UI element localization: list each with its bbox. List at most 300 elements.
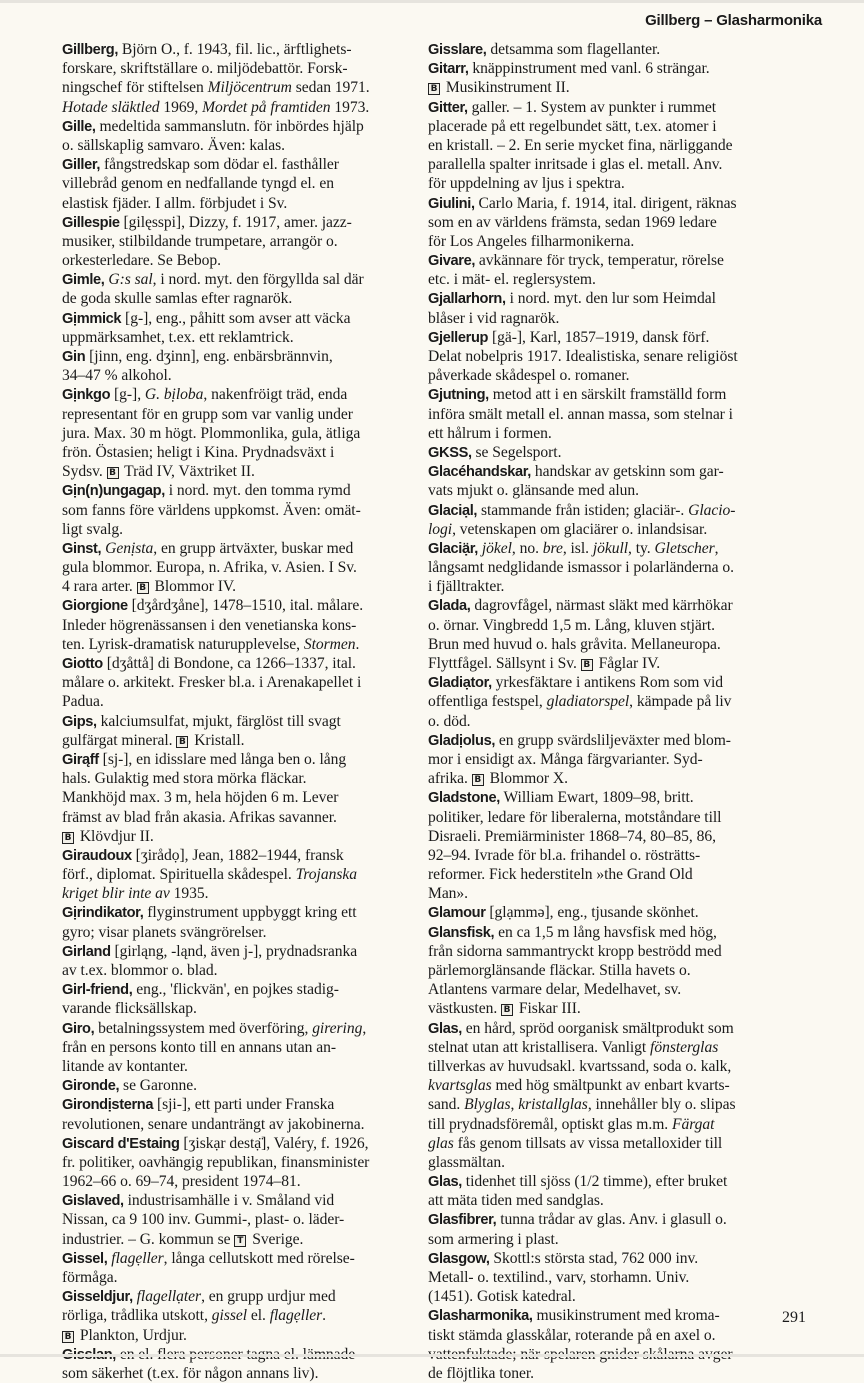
definition-text: ligt svalg. bbox=[62, 520, 123, 538]
entry-line bbox=[62, 501, 424, 520]
italic-term: Mordet på framtiden bbox=[202, 98, 331, 116]
entry-line bbox=[62, 385, 424, 404]
dictionary-entry bbox=[62, 980, 424, 1018]
headword: Givare, bbox=[428, 253, 476, 270]
entry-line bbox=[428, 1249, 826, 1268]
headword: Glasharmonika, bbox=[428, 1308, 533, 1325]
definition-text: som armering i plast. bbox=[428, 1230, 559, 1248]
entry-line bbox=[428, 980, 826, 999]
entry-line bbox=[62, 136, 424, 155]
definition-text: från sidorna sammantryckt kropp beströdd med bbox=[428, 942, 722, 960]
dictionary-entry bbox=[62, 1345, 424, 1383]
dictionary-entry bbox=[62, 117, 424, 155]
italic-term: gissel bbox=[211, 1307, 248, 1325]
entry-line bbox=[62, 692, 424, 711]
illustration-reference-icon: B bbox=[107, 467, 119, 479]
entry-line bbox=[428, 98, 826, 117]
definition-text: yrkesfäktare i antikens Rom som vid bbox=[491, 674, 724, 692]
definition-text: fr. politiker, oavhängig republikan, finansminister bbox=[62, 1153, 370, 1171]
definition-text: påverkade skådespel o. romaner. bbox=[428, 367, 630, 385]
headword: Glas, bbox=[428, 1020, 462, 1037]
definition-text: [dʒåttå] di Bondone, ca 1266–1337, ital. bbox=[102, 655, 356, 672]
headword: Gịnkgo bbox=[62, 387, 111, 404]
entry-line bbox=[62, 270, 424, 289]
dictionary-entry bbox=[428, 1019, 826, 1173]
entry-line bbox=[428, 808, 826, 827]
entry-line bbox=[62, 846, 424, 865]
definition-text: handskar av getskinn som gar- bbox=[531, 463, 724, 481]
headword: Glaciạl, bbox=[428, 502, 478, 519]
italic-term: Färgat bbox=[672, 1115, 715, 1133]
definition-text: [gilęsspi], Dizzy, f. 1917, amer. jazz- bbox=[119, 213, 352, 231]
headword: Gislaved, bbox=[62, 1193, 124, 1210]
definition-text: varande flicksällskap. bbox=[62, 1000, 197, 1018]
definition-text: etc. i mät- el. reglersystem. bbox=[428, 271, 596, 289]
definition-text: Plankton, Urdjur. bbox=[76, 1326, 187, 1344]
entry-line bbox=[62, 194, 424, 213]
headword: Giscard d'Estaing bbox=[62, 1135, 180, 1152]
entry-line bbox=[428, 385, 826, 404]
definition-text: västkusten. bbox=[428, 1000, 502, 1018]
entry-line bbox=[428, 1364, 826, 1383]
definition-text: en kristall. – 2. En serie mycket fina, närliggande bbox=[428, 136, 733, 154]
dictionary-entry bbox=[62, 712, 424, 750]
definition-text: galler. – 1. System av punkter i rummet bbox=[467, 98, 717, 116]
entry-line bbox=[428, 1115, 826, 1134]
dictionary-entry bbox=[428, 385, 826, 443]
entry-line bbox=[62, 577, 424, 596]
entry-line bbox=[62, 884, 424, 903]
entry-line bbox=[428, 520, 826, 539]
entry-line bbox=[62, 731, 424, 750]
entry-line bbox=[428, 1287, 826, 1306]
definition-text: industrier. – G. kommun se bbox=[62, 1230, 235, 1248]
headword: Girondịsterna bbox=[62, 1097, 154, 1114]
headword: Gillespie bbox=[62, 214, 120, 231]
entry-line bbox=[428, 1095, 826, 1114]
definition-text: Blommor X. bbox=[485, 770, 568, 788]
definition-text: Sverige. bbox=[248, 1230, 304, 1248]
definition-text: ten. Lyrisk-dramatisk naturupplevelse, bbox=[62, 635, 304, 653]
definition-text: [g-], bbox=[110, 386, 145, 404]
entry-line bbox=[428, 232, 826, 251]
definition-text: elastisk fjäder. I allm. förbjudet i Sv. bbox=[62, 194, 288, 212]
headword: Glansfisk, bbox=[428, 924, 495, 941]
definition-text: till prydnadsföremål, optiskt glas m.m. bbox=[428, 1115, 673, 1133]
headword: Giller, bbox=[62, 157, 101, 174]
entry-line bbox=[62, 673, 424, 692]
definition-text: flyginstrument uppbyggt kring ett bbox=[143, 904, 357, 922]
dictionary-entry bbox=[428, 328, 826, 386]
entry-line bbox=[428, 942, 826, 961]
entry-line bbox=[428, 1038, 826, 1057]
definition-text: musikinstrument med kroma- bbox=[532, 1307, 720, 1325]
entry-line bbox=[428, 999, 826, 1018]
dictionary-entry bbox=[428, 923, 826, 1019]
headword: Gladstone, bbox=[428, 790, 500, 807]
definition-text: att mäta tiden med sandglas. bbox=[428, 1192, 604, 1210]
italic-term: Blyglas bbox=[464, 1096, 511, 1114]
dictionary-entry bbox=[62, 903, 424, 941]
italic-term: flagẹller bbox=[269, 1307, 323, 1325]
entry-line bbox=[62, 1210, 424, 1229]
headword: Giro, bbox=[62, 1020, 95, 1037]
entry-line bbox=[62, 712, 424, 731]
entry-line bbox=[62, 289, 424, 308]
illustration-reference-icon: B bbox=[62, 1331, 74, 1343]
entry-line bbox=[62, 1249, 424, 1268]
definition-text: [g-], eng., påhitt som avser att väcka bbox=[121, 309, 351, 327]
entry-line bbox=[62, 1115, 424, 1134]
entry-line bbox=[428, 654, 826, 673]
entry-line bbox=[428, 1153, 826, 1172]
entry-line bbox=[428, 309, 826, 328]
definition-text: Mankhöjd max. 3 m, hela höjden 6 m. Lever bbox=[62, 789, 339, 807]
entry-line bbox=[428, 328, 826, 347]
headword: Glamour bbox=[428, 905, 486, 922]
dictionary-entry bbox=[62, 1076, 424, 1095]
definition-text: införa smält metall el. annan massa, som stelnar i bbox=[428, 405, 733, 423]
definition-text: Träd IV, Växtriket II. bbox=[120, 463, 255, 481]
dictionary-entry bbox=[428, 1249, 826, 1307]
entry-line bbox=[62, 558, 424, 577]
definition-text: detsamma som flagellanter. bbox=[486, 41, 661, 58]
italic-term: Gletscher bbox=[654, 539, 715, 557]
definition-text: de flöjtlika toner. bbox=[428, 1364, 535, 1382]
entry-line bbox=[62, 117, 424, 136]
dictionary-entry bbox=[62, 347, 424, 385]
headword: Giotto bbox=[62, 656, 103, 672]
entry-line bbox=[62, 788, 424, 807]
italic-term: gladiatorspel bbox=[546, 693, 630, 711]
definition-text: (1451). Gotisk katedral. bbox=[428, 1288, 576, 1306]
definition-text: Metall- o. textilind., varv, storhamn. Univ. bbox=[428, 1269, 690, 1286]
definition-text: [girląng, -ląnd, även j-], prydnadsranka bbox=[110, 942, 358, 960]
entry-line bbox=[428, 539, 826, 558]
definition-text: el. bbox=[247, 1307, 270, 1325]
headword: Gịrindikator, bbox=[62, 905, 144, 922]
column-right bbox=[428, 40, 826, 1383]
headword: Gisslare, bbox=[428, 42, 487, 58]
headword: Girland bbox=[62, 943, 111, 960]
dictionary-entry bbox=[428, 1172, 826, 1210]
definition-text: Padua. bbox=[62, 693, 104, 711]
dictionary-entry bbox=[428, 443, 826, 462]
column-left bbox=[62, 40, 424, 1383]
entry-line bbox=[62, 328, 424, 347]
entry-line bbox=[62, 1076, 424, 1095]
definition-text: Kristall. bbox=[190, 731, 245, 749]
entry-line bbox=[62, 366, 424, 385]
headword: Gjallarhorn, bbox=[428, 291, 506, 308]
entry-line bbox=[62, 539, 424, 558]
entry-line bbox=[62, 1326, 424, 1345]
definition-text: , nakenfröigt träd, enda bbox=[203, 386, 348, 404]
entry-line bbox=[428, 1326, 826, 1345]
definition-text: [dʒårdʒåne], 1478–1510, ital. målare. bbox=[127, 597, 364, 615]
definition-text: sand. bbox=[428, 1096, 465, 1114]
definition-text: orkesterledare. Se Bebop. bbox=[62, 252, 221, 270]
definition-text: Blommor IV. bbox=[150, 578, 236, 596]
definition-text: kalciumsulfat, mjukt, färglöst till svagt bbox=[96, 712, 341, 730]
entry-line bbox=[428, 59, 826, 78]
definition-text: Delat nobelpris 1917. Idealistiska, senare religiöst bbox=[428, 348, 738, 365]
definition-text: Klövdjur II. bbox=[76, 827, 154, 845]
dictionary-entry bbox=[62, 942, 424, 980]
entry-line bbox=[428, 1057, 826, 1076]
entry-line bbox=[62, 1095, 424, 1114]
italic-term: fönsterglas bbox=[650, 1038, 719, 1056]
definition-text: från en persons konto till en annans utan an- bbox=[62, 1038, 337, 1056]
definition-text: betalningssystem med överföring, bbox=[94, 1019, 313, 1037]
definition-text: för Los Angeles filharmonikerna. bbox=[428, 232, 635, 250]
dictionary-entry bbox=[428, 462, 826, 500]
dictionary-entry bbox=[62, 385, 424, 481]
entry-line bbox=[428, 769, 826, 788]
italic-term: Hotade släktled bbox=[62, 98, 160, 116]
italic-term: logi bbox=[428, 520, 453, 538]
headword: Girąff bbox=[62, 751, 99, 768]
entry-line bbox=[428, 1191, 826, 1210]
definition-text: , isl. bbox=[562, 539, 593, 557]
definition-text: i nord. myt. den lur som Heimdal bbox=[505, 290, 716, 308]
definition-text: stammande från istiden; glaciär-. bbox=[477, 501, 689, 519]
headword: Gille, bbox=[62, 118, 96, 135]
table-reference-icon: T bbox=[234, 1235, 246, 1247]
entry-line bbox=[428, 78, 826, 97]
entry-line bbox=[428, 673, 826, 692]
entry-line bbox=[428, 750, 826, 769]
headword: Glas, bbox=[428, 1174, 462, 1191]
entry-line bbox=[62, 654, 424, 673]
italic-term: Miljöcentrum bbox=[207, 79, 292, 97]
entry-line bbox=[62, 213, 424, 232]
italic-term: Stormen bbox=[303, 635, 356, 653]
entry-line bbox=[62, 1306, 424, 1325]
definition-text: , i nord. myt. den förgyllda sal där bbox=[152, 271, 364, 289]
entry-line bbox=[428, 1230, 826, 1249]
definition-text: parallella spalter inritsade i glas el. metall. Anv. bbox=[428, 156, 723, 174]
definition-text: en ca 1,5 m lång havsfisk med hög, bbox=[494, 923, 717, 941]
dictionary-entry bbox=[428, 194, 826, 252]
definition-text: , långa cellutskott med rörelse- bbox=[163, 1249, 355, 1267]
definition-text: gyro; visar planets svängrörelser. bbox=[62, 923, 267, 941]
definition-text: litande av kontanter. bbox=[62, 1057, 188, 1075]
illustration-reference-icon: B bbox=[62, 832, 74, 844]
definition-text: representant för en grupp som var vanlig under bbox=[62, 405, 353, 423]
entry-line bbox=[62, 309, 424, 328]
definition-text: villebråd genom en nedfallande tyngd el. en bbox=[62, 175, 334, 193]
definition-text: , bbox=[510, 1096, 519, 1114]
italic-term: Trojanska bbox=[295, 866, 357, 884]
definition-text: ningschef för stiftelsen bbox=[62, 79, 208, 97]
entry-line bbox=[428, 558, 826, 577]
headword: Giulini, bbox=[428, 195, 475, 212]
entry-line bbox=[428, 635, 826, 654]
italic-term: bre bbox=[542, 539, 563, 557]
definition-text: industrisamhälle i v. Småland vid bbox=[123, 1192, 335, 1210]
definition-text: 1962–66 o. 69–74, president 1974–81. bbox=[62, 1173, 301, 1191]
italic-term: Glacio- bbox=[688, 501, 736, 519]
italic-term: G. bịloba bbox=[144, 386, 204, 404]
entry-line bbox=[62, 424, 424, 443]
definition-text: målare o. arkitekt. Fresker bl.a. i Arenakapellet i bbox=[62, 674, 362, 692]
entry-line bbox=[428, 213, 826, 232]
definition-text: knäppinstrument med vanl. 6 strängar. bbox=[468, 60, 710, 78]
entry-line bbox=[62, 174, 424, 193]
italic-term: Genịsta bbox=[105, 539, 154, 557]
dictionary-entry bbox=[428, 788, 826, 903]
entry-line bbox=[428, 40, 826, 59]
definition-text: Björn O., f. 1943, fil. lic., ärftlighets- bbox=[118, 41, 352, 58]
entry-line bbox=[428, 443, 826, 462]
definition-text: afrika. bbox=[428, 770, 472, 788]
entry-line bbox=[428, 289, 826, 308]
definition-text: Fiskar III. bbox=[515, 1000, 581, 1018]
entry-line bbox=[62, 635, 424, 654]
dictionary-entry bbox=[62, 1249, 424, 1287]
entry-line bbox=[428, 903, 826, 922]
entry-line bbox=[428, 596, 826, 615]
headword: Ginst, bbox=[62, 540, 102, 557]
entry-line bbox=[62, 405, 424, 424]
entry-line bbox=[428, 270, 826, 289]
headword: Girl-friend, bbox=[62, 982, 133, 999]
definition-text: 34–47 % alkohol. bbox=[62, 367, 172, 385]
entry-line bbox=[428, 136, 826, 155]
italic-term: flagẹller bbox=[111, 1249, 164, 1267]
definition-text: reformer. Fick hederstiteln »the Grand Old bbox=[428, 866, 693, 884]
definition-text: dagrovfågel, närmast släkt med kärrhökar bbox=[470, 597, 733, 615]
entry-line bbox=[428, 788, 826, 807]
definition-text: rörliga, trådlika utskott, bbox=[62, 1307, 212, 1325]
entry-line bbox=[62, 1019, 424, 1038]
dictionary-entry bbox=[428, 40, 826, 59]
dictionary-entry bbox=[62, 40, 424, 117]
dictionary-entry bbox=[62, 309, 424, 347]
dictionary-entry bbox=[428, 289, 826, 327]
definition-text: 4 rara arter. bbox=[62, 578, 137, 596]
entry-line bbox=[428, 1306, 826, 1325]
italic-term: jökull bbox=[592, 539, 629, 557]
definition-text: , bbox=[714, 539, 719, 557]
definition-text: [jinn, eng. dʒinn], eng. enbärsbrännvin, bbox=[85, 348, 333, 365]
definition-text: uppmärksamhet, t.ex. ett reklamtrick. bbox=[62, 328, 294, 346]
entry-line bbox=[62, 1268, 424, 1287]
dictionary-entry bbox=[428, 903, 826, 922]
dictionary-entry bbox=[62, 846, 424, 904]
definition-text: metod att i en särskilt framställd form bbox=[488, 386, 727, 404]
definition-text: 1969, bbox=[159, 98, 203, 116]
entry-line bbox=[428, 692, 826, 711]
definition-text: pärlemorglänsande fläckar. Stilla havets o. bbox=[428, 962, 691, 979]
italic-term: kristallglas bbox=[518, 1096, 588, 1114]
italic-term: kriget blir inte av bbox=[62, 885, 170, 903]
entry-line bbox=[62, 769, 424, 788]
definition-text: o. sällskaplig samvaro. Även: kalas. bbox=[62, 136, 285, 154]
definition-text: Brun med huvud o. hals gråvita. Mellaneuropa. bbox=[428, 635, 721, 653]
definition-text: Musikinstrument II. bbox=[442, 79, 570, 97]
entry-line bbox=[428, 347, 826, 366]
entry-line bbox=[428, 501, 826, 520]
headword: Glasgow, bbox=[428, 1250, 490, 1267]
headword: Glaciạ̈r, bbox=[428, 540, 478, 557]
illustration-reference-icon: B bbox=[176, 736, 188, 748]
definition-text: med hög smältpunkt av enbart kvarts- bbox=[491, 1077, 730, 1095]
definition-text: , no. bbox=[511, 539, 543, 557]
illustration-reference-icon: B bbox=[501, 1004, 513, 1016]
illustration-reference-icon: B bbox=[137, 582, 149, 594]
entry-line bbox=[62, 59, 424, 78]
definition-text: [ʒiskạr destạ̈], Valéry, f. 1926, bbox=[179, 1134, 369, 1152]
dictionary-entry bbox=[62, 1019, 424, 1077]
headword: Gironde, bbox=[62, 1078, 120, 1095]
entry-line bbox=[62, 232, 424, 251]
headword: Gin bbox=[62, 349, 86, 365]
dictionary-entry bbox=[62, 539, 424, 597]
definition-text: placerade på ett regelbundet sätt, t.ex. atomer i bbox=[428, 117, 717, 135]
entry-line bbox=[428, 961, 826, 980]
headword: Giorgione bbox=[62, 598, 128, 615]
definition-text: avkännare för tryck, temperatur, rörelse bbox=[475, 252, 724, 270]
definition-text: , kämpade på liv bbox=[629, 693, 732, 711]
entry-line bbox=[428, 481, 826, 500]
definition-text: ett hålrum i formen. bbox=[428, 424, 552, 442]
entry-line bbox=[62, 1230, 424, 1249]
entry-line bbox=[62, 251, 424, 270]
headword: Gips, bbox=[62, 713, 97, 730]
dictionary-entry bbox=[428, 673, 826, 731]
dictionary-entry bbox=[428, 251, 826, 289]
dictionary-entry bbox=[62, 1095, 424, 1133]
definition-text: hals. Gulaktig med stora mörka fläckar. bbox=[62, 770, 307, 788]
definition-text: en hård, spröd oorganisk smältprodukt som bbox=[461, 1019, 734, 1037]
headword: Giraudoux bbox=[62, 847, 132, 864]
definition-text: fås genom tillsats av vissa metalloxider till bbox=[453, 1134, 723, 1152]
definition-text: Atlantens varmare delar, Medelhavet, sv. bbox=[428, 981, 682, 999]
dictionary-entry bbox=[428, 501, 826, 539]
dictionary-entry bbox=[62, 1191, 424, 1249]
entry-line bbox=[62, 40, 424, 59]
dictionary-entry bbox=[428, 596, 826, 673]
definition-text: , innehåller bly o. slipas bbox=[587, 1096, 736, 1114]
entry-line bbox=[62, 616, 424, 635]
entry-line bbox=[62, 1153, 424, 1172]
entry-line bbox=[62, 78, 424, 97]
dictionary-entry bbox=[428, 1306, 826, 1383]
definition-text: . bbox=[355, 635, 360, 653]
headword: Gjutning, bbox=[428, 387, 489, 404]
definition-text: sedan 1971. bbox=[291, 79, 370, 97]
definition-text: [glạmmə], eng., tjusande skönhet. bbox=[485, 904, 699, 922]
definition-text: Sydsv. bbox=[62, 463, 107, 481]
definition-text: i nord. myt. den tomma rymd bbox=[164, 482, 351, 500]
dictionary-entry bbox=[62, 481, 424, 539]
definition-text: tiskt stämda glasskålar, roterande på en axel o. bbox=[428, 1326, 716, 1344]
entry-line bbox=[62, 1172, 424, 1191]
entry-line bbox=[428, 155, 826, 174]
definition-text: tidenhet till sjöss (1/2 timme), efter bruket bbox=[461, 1173, 728, 1191]
dictionary-entry bbox=[428, 539, 826, 597]
entry-line bbox=[428, 846, 826, 865]
headword: Gladiạtor, bbox=[428, 675, 492, 692]
italic-term: girering bbox=[312, 1019, 363, 1037]
entry-line bbox=[428, 1172, 826, 1191]
definition-text: o. död. bbox=[428, 712, 471, 730]
definition-text: som säkerhet (t.ex. för någon annans liv). bbox=[62, 1364, 319, 1382]
entry-line bbox=[62, 155, 424, 174]
dictionary-entry bbox=[62, 654, 424, 712]
